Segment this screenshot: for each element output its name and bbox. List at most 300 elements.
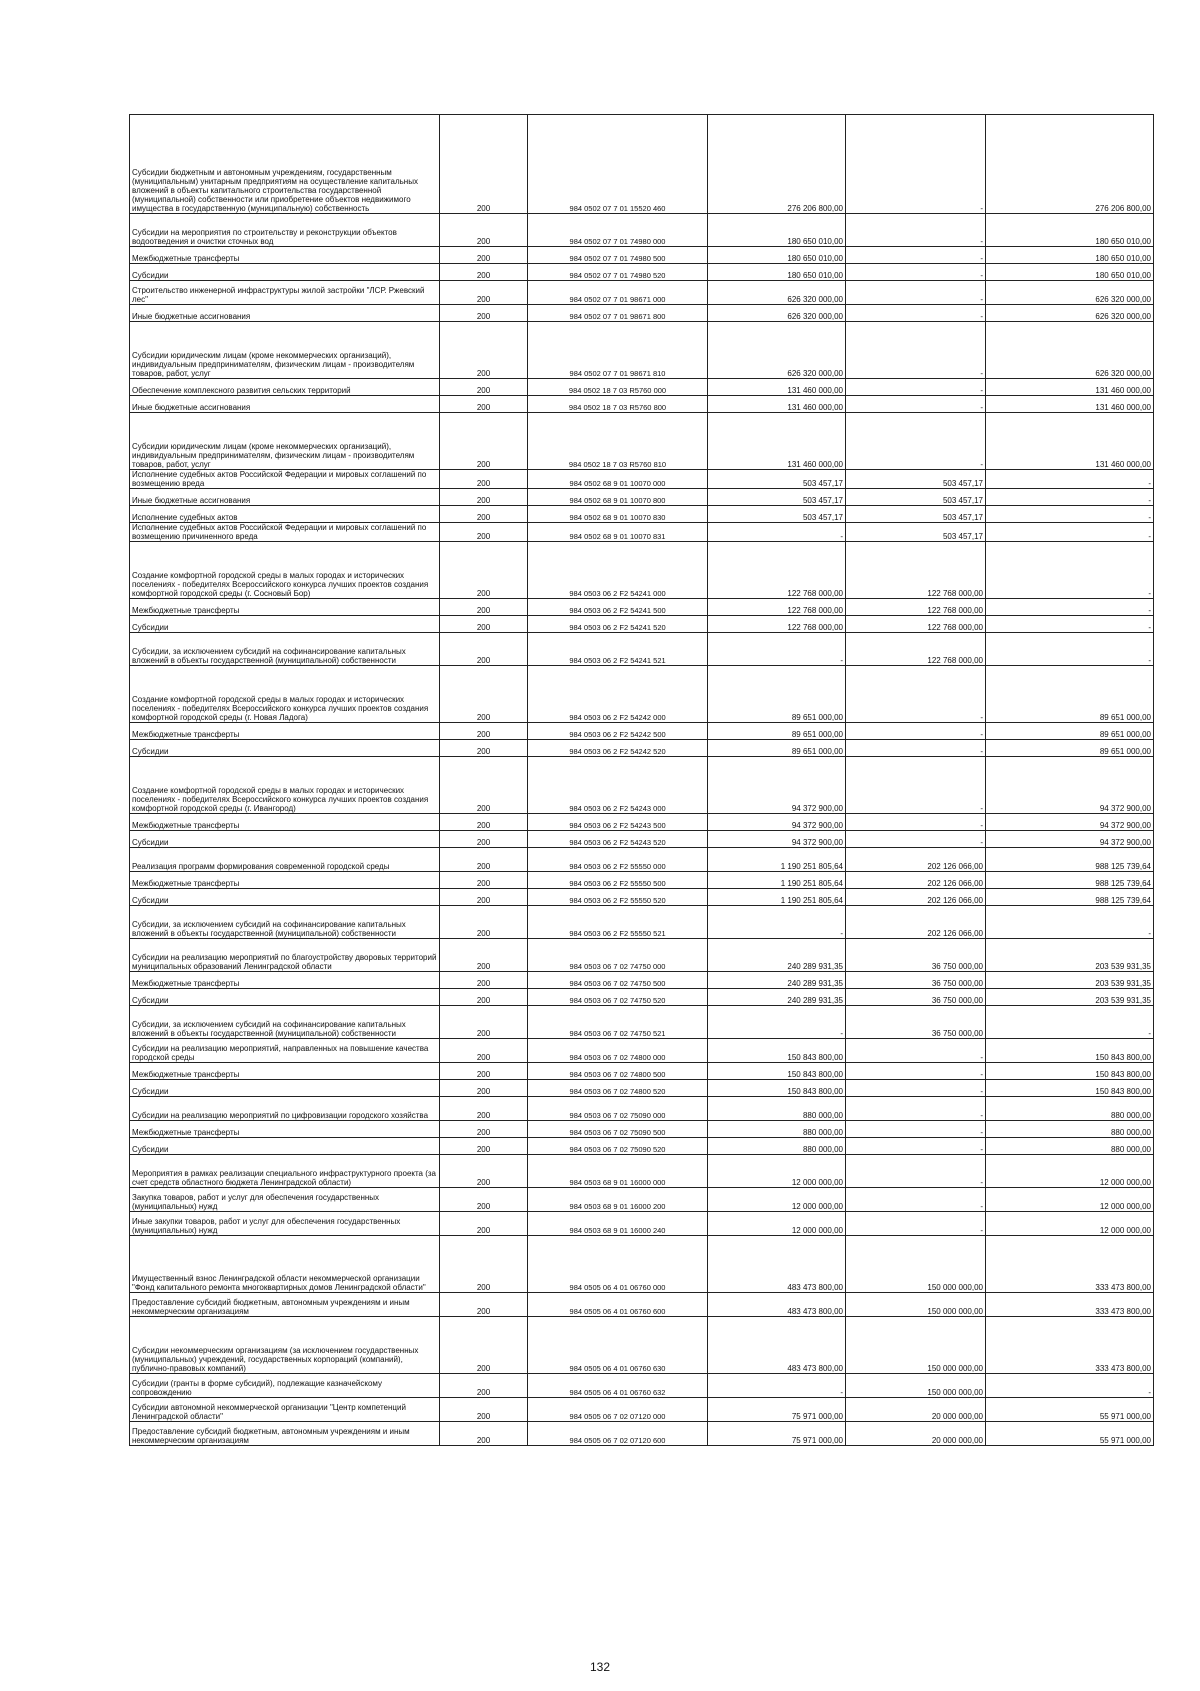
table-row <box>130 1006 1154 1039</box>
cell-kbk: 984 0503 06 2 F2 55550 500 <box>528 872 708 889</box>
cell-kbk: 984 0505 06 4 01 06760 632 <box>528 1374 708 1398</box>
table-row <box>130 1063 1154 1080</box>
cell-name-text: Субсидии <box>132 271 169 280</box>
table-row <box>130 723 1154 740</box>
table-row <box>130 542 1154 599</box>
cell-total: 626 320 000,00 <box>708 281 846 305</box>
cell-total: 150 843 800,00 <box>708 1063 846 1080</box>
cell-executed: 150 000 000,00 <box>846 1374 986 1398</box>
table-row <box>130 506 1154 523</box>
cell-kbk: 984 0503 06 7 02 74800 520 <box>528 1080 708 1097</box>
cell-name <box>130 740 440 757</box>
cell-name-text: Имущественный взнос Ленинградской области некоммерческой организации "Фонд капитального ремонта многоквартирных домов Ленинградской области" <box>132 1274 426 1292</box>
cell-code: 200 <box>440 1121 528 1138</box>
table-row <box>130 115 1154 214</box>
cell-executed: - <box>846 264 986 281</box>
cell-name <box>130 906 440 939</box>
cell-code: 200 <box>440 1422 528 1446</box>
cell-name <box>130 972 440 989</box>
cell-name-text: Субсидии юридическим лицам (кроме некоммерческих организаций), индивидуальным предпринимателям, физическим лицам - производителям товаров, работ, услуг <box>132 442 415 469</box>
cell-kbk: 984 0503 06 2 F2 54242 000 <box>528 666 708 723</box>
cell-kbk: 984 0502 68 9 01 10070 831 <box>528 523 708 542</box>
cell-kbk: 984 0502 07 7 01 15520 460 <box>528 115 708 214</box>
cell-name <box>130 247 440 264</box>
cell-executed: 202 126 066,00 <box>846 889 986 906</box>
cell-kbk: 984 0502 07 7 01 74980 520 <box>528 264 708 281</box>
cell-total: 626 320 000,00 <box>708 305 846 322</box>
cell-remainder: - <box>986 1374 1154 1398</box>
cell-code: 200 <box>440 1063 528 1080</box>
cell-code: 200 <box>440 379 528 396</box>
cell-code: 200 <box>440 872 528 889</box>
cell-remainder: 89 651 000,00 <box>986 723 1154 740</box>
cell-executed: 150 000 000,00 <box>846 1293 986 1317</box>
cell-name <box>130 1374 440 1398</box>
cell-executed: - <box>846 1080 986 1097</box>
cell-total: 12 000 000,00 <box>708 1188 846 1212</box>
cell-name <box>130 1155 440 1188</box>
cell-name <box>130 322 440 379</box>
cell-executed: 122 768 000,00 <box>846 599 986 616</box>
cell-executed: 503 457,17 <box>846 489 986 506</box>
cell-total: 75 971 000,00 <box>708 1398 846 1422</box>
cell-executed: - <box>846 831 986 848</box>
cell-code: 200 <box>440 814 528 831</box>
table-row <box>130 214 1154 247</box>
cell-kbk: 984 0502 07 7 01 98671 800 <box>528 305 708 322</box>
cell-name <box>130 281 440 305</box>
cell-code: 200 <box>440 396 528 413</box>
cell-name-text: Межбюджетные трансферты <box>132 254 240 263</box>
cell-name-text: Иные бюджетные ассигнования <box>132 403 251 412</box>
cell-remainder: 94 372 900,00 <box>986 757 1154 814</box>
cell-name-text: Межбюджетные трансферты <box>132 606 240 615</box>
cell-total: 180 650 010,00 <box>708 264 846 281</box>
cell-remainder: - <box>986 506 1154 523</box>
cell-name <box>130 1080 440 1097</box>
cell-code: 200 <box>440 1374 528 1398</box>
cell-name-text: Исполнение судебных актов <box>132 513 238 522</box>
cell-kbk: 984 0505 06 4 01 06760 000 <box>528 1236 708 1293</box>
cell-name-text: Субсидии на реализацию мероприятий по благоустройству дворовых территорий муниципальных образований Ленинградской области <box>132 953 437 971</box>
cell-name <box>130 599 440 616</box>
cell-kbk: 984 0503 06 2 F2 54241 520 <box>528 616 708 633</box>
cell-name <box>130 1121 440 1138</box>
cell-remainder: 131 460 000,00 <box>986 413 1154 470</box>
cell-total: 483 473 800,00 <box>708 1317 846 1374</box>
cell-name-text: Создание комфортной городской среды в малых городах и исторических поселениях - победителях Всероссийского конкурса лучших проектов создания комфортной городской среды (г. Сосновый Бор) <box>132 571 429 598</box>
cell-kbk: 984 0503 68 9 01 16000 240 <box>528 1212 708 1236</box>
cell-name-text: Субсидии на реализацию мероприятий по цифровизации городского хозяйства <box>132 1111 429 1120</box>
cell-kbk: 984 0505 06 4 01 06760 600 <box>528 1293 708 1317</box>
cell-code: 200 <box>440 1398 528 1422</box>
cell-name <box>130 831 440 848</box>
cell-executed: 202 126 066,00 <box>846 906 986 939</box>
cell-kbk: 984 0502 18 7 03 R5760 000 <box>528 379 708 396</box>
table-row <box>130 989 1154 1006</box>
cell-name-text: Субсидии <box>132 623 169 632</box>
cell-executed: 122 768 000,00 <box>846 542 986 599</box>
cell-executed: - <box>846 1063 986 1080</box>
cell-executed: - <box>846 281 986 305</box>
cell-name <box>130 666 440 723</box>
cell-kbk: 984 0503 06 7 02 74750 521 <box>528 1006 708 1039</box>
cell-total: 131 460 000,00 <box>708 379 846 396</box>
cell-remainder: 94 372 900,00 <box>986 831 1154 848</box>
table-row <box>130 616 1154 633</box>
cell-remainder: - <box>986 489 1154 506</box>
table-row <box>130 972 1154 989</box>
cell-code: 200 <box>440 281 528 305</box>
cell-executed: - <box>846 1039 986 1063</box>
cell-name <box>130 523 440 542</box>
cell-name <box>130 1422 440 1446</box>
cell-remainder: 180 650 010,00 <box>986 247 1154 264</box>
cell-code: 200 <box>440 489 528 506</box>
cell-executed: - <box>846 1155 986 1188</box>
cell-name-text: Предоставление субсидий бюджетным, автономным учреждениям и иным некоммерческим организациям <box>132 1298 410 1316</box>
cell-name-text: Межбюджетные трансферты <box>132 821 240 830</box>
table-row <box>130 666 1154 723</box>
cell-total: 483 473 800,00 <box>708 1293 846 1317</box>
cell-name-text: Мероприятия в рамках реализации специального инфраструктурного проекта (за счет средств областного бюджета Ленинградской области) <box>132 1169 437 1187</box>
table-row <box>130 872 1154 889</box>
cell-total: 131 460 000,00 <box>708 396 846 413</box>
cell-kbk: 984 0503 06 7 02 74750 520 <box>528 989 708 1006</box>
cell-kbk: 984 0502 07 7 01 74980 500 <box>528 247 708 264</box>
cell-code: 200 <box>440 470 528 489</box>
cell-remainder: - <box>986 906 1154 939</box>
cell-remainder: 180 650 010,00 <box>986 214 1154 247</box>
cell-name-text: Иные бюджетные ассигнования <box>132 312 251 321</box>
cell-total: - <box>708 523 846 542</box>
cell-kbk: 984 0505 06 7 02 07120 600 <box>528 1422 708 1446</box>
cell-remainder: - <box>986 633 1154 666</box>
cell-total: 880 000,00 <box>708 1121 846 1138</box>
cell-code: 200 <box>440 1317 528 1374</box>
table-row <box>130 939 1154 972</box>
cell-remainder: 203 539 931,35 <box>986 972 1154 989</box>
cell-total: 131 460 000,00 <box>708 413 846 470</box>
cell-remainder: 626 320 000,00 <box>986 305 1154 322</box>
cell-code: 200 <box>440 889 528 906</box>
cell-name <box>130 848 440 872</box>
cell-name-text: Субсидии <box>132 1145 169 1154</box>
cell-name-text: Исполнение судебных актов Российской Федерации и мировых соглашений по возмещению вреда <box>132 470 427 488</box>
cell-executed: 150 000 000,00 <box>846 1236 986 1293</box>
cell-executed: 20 000 000,00 <box>846 1422 986 1446</box>
cell-executed: 122 768 000,00 <box>846 616 986 633</box>
cell-remainder: 94 372 900,00 <box>986 814 1154 831</box>
table-row <box>130 1236 1154 1293</box>
budget-table <box>129 114 1154 1446</box>
cell-kbk: 984 0502 07 7 01 98671 810 <box>528 322 708 379</box>
cell-name <box>130 379 440 396</box>
cell-kbk: 984 0503 06 7 02 74750 500 <box>528 972 708 989</box>
cell-executed: 503 457,17 <box>846 470 986 489</box>
cell-total: - <box>708 1006 846 1039</box>
cell-name <box>130 1097 440 1121</box>
cell-remainder: 880 000,00 <box>986 1121 1154 1138</box>
table-row <box>130 281 1154 305</box>
cell-remainder: 988 125 739,64 <box>986 872 1154 889</box>
cell-name <box>130 1138 440 1155</box>
cell-total: 122 768 000,00 <box>708 616 846 633</box>
page-number: 132 <box>589 1660 611 1674</box>
cell-kbk: 984 0503 06 7 02 74800 000 <box>528 1039 708 1063</box>
cell-kbk: 984 0502 18 7 03 R5760 800 <box>528 396 708 413</box>
cell-name-text: Предоставление субсидий бюджетным, автономным учреждениям и иным некоммерческим организациям <box>132 1427 410 1445</box>
cell-code: 200 <box>440 1097 528 1121</box>
cell-name <box>130 542 440 599</box>
cell-name <box>130 989 440 1006</box>
cell-code: 200 <box>440 1212 528 1236</box>
cell-code: 200 <box>440 1188 528 1212</box>
cell-kbk: 984 0502 07 7 01 74980 000 <box>528 214 708 247</box>
cell-remainder: 89 651 000,00 <box>986 740 1154 757</box>
cell-executed: - <box>846 1188 986 1212</box>
cell-kbk: 984 0505 06 7 02 07120 000 <box>528 1398 708 1422</box>
cell-remainder: - <box>986 542 1154 599</box>
table-row <box>130 1374 1154 1398</box>
table-row <box>130 470 1154 489</box>
table-row <box>130 633 1154 666</box>
cell-executed: - <box>846 214 986 247</box>
cell-remainder: 333 473 800,00 <box>986 1317 1154 1374</box>
cell-name <box>130 889 440 906</box>
cell-kbk: 984 0503 06 2 F2 55550 000 <box>528 848 708 872</box>
cell-name-text: Реализация программ формирования современной городской среды <box>132 862 390 871</box>
cell-remainder: - <box>986 523 1154 542</box>
cell-remainder: 880 000,00 <box>986 1138 1154 1155</box>
cell-total: 150 843 800,00 <box>708 1039 846 1063</box>
cell-executed: 202 126 066,00 <box>846 848 986 872</box>
cell-total: 94 372 900,00 <box>708 814 846 831</box>
cell-kbk: 984 0503 06 2 F2 54242 520 <box>528 740 708 757</box>
cell-total: 122 768 000,00 <box>708 542 846 599</box>
cell-code: 200 <box>440 305 528 322</box>
cell-code: 200 <box>440 616 528 633</box>
cell-executed: - <box>846 1097 986 1121</box>
table-row <box>130 831 1154 848</box>
cell-code: 200 <box>440 633 528 666</box>
cell-kbk: 984 0503 06 7 02 74800 500 <box>528 1063 708 1080</box>
cell-name-text: Межбюджетные трансферты <box>132 1070 240 1079</box>
table-row <box>130 379 1154 396</box>
cell-name <box>130 1293 440 1317</box>
cell-code: 200 <box>440 542 528 599</box>
cell-name <box>130 939 440 972</box>
cell-total: 276 206 800,00 <box>708 115 846 214</box>
cell-code: 200 <box>440 831 528 848</box>
cell-code: 200 <box>440 1039 528 1063</box>
cell-remainder: 131 460 000,00 <box>986 379 1154 396</box>
cell-name <box>130 723 440 740</box>
cell-remainder: 276 206 800,00 <box>986 115 1154 214</box>
cell-executed: 202 126 066,00 <box>846 872 986 889</box>
cell-code: 200 <box>440 1155 528 1188</box>
cell-remainder: 89 651 000,00 <box>986 666 1154 723</box>
table-row <box>130 1188 1154 1212</box>
table-row <box>130 1039 1154 1063</box>
cell-remainder: 203 539 931,35 <box>986 989 1154 1006</box>
table-row <box>130 1155 1154 1188</box>
cell-name <box>130 489 440 506</box>
cell-executed: 150 000 000,00 <box>846 1317 986 1374</box>
cell-name <box>130 616 440 633</box>
table-row <box>130 1138 1154 1155</box>
cell-name-text: Субсидии юридическим лицам (кроме некоммерческих организаций), индивидуальным предпринимателям, физическим лицам - производителям товаров, работ, услуг <box>132 351 415 378</box>
cell-executed: - <box>846 247 986 264</box>
cell-kbk: 984 0503 06 7 02 75090 500 <box>528 1121 708 1138</box>
cell-total: 503 457,17 <box>708 470 846 489</box>
cell-kbk: 984 0503 68 9 01 16000 200 <box>528 1188 708 1212</box>
cell-total: 626 320 000,00 <box>708 322 846 379</box>
cell-kbk: 984 0502 18 7 03 R5760 810 <box>528 413 708 470</box>
cell-kbk: 984 0503 06 2 F2 54241 000 <box>528 542 708 599</box>
cell-name <box>130 264 440 281</box>
cell-total: 89 651 000,00 <box>708 723 846 740</box>
cell-name <box>130 1188 440 1212</box>
cell-code: 200 <box>440 972 528 989</box>
cell-name <box>130 1006 440 1039</box>
cell-remainder: 55 971 000,00 <box>986 1398 1154 1422</box>
cell-code: 200 <box>440 989 528 1006</box>
table-row <box>130 757 1154 814</box>
cell-name <box>130 1236 440 1293</box>
cell-kbk: 984 0503 06 2 F2 54241 521 <box>528 633 708 666</box>
cell-remainder: 988 125 739,64 <box>986 889 1154 906</box>
cell-remainder: 150 843 800,00 <box>986 1080 1154 1097</box>
cell-name-text: Закупка товаров, работ и услуг для обеспечения государственных (муниципальных) нужд <box>132 1193 380 1211</box>
cell-executed: - <box>846 413 986 470</box>
cell-code: 200 <box>440 666 528 723</box>
cell-remainder: 626 320 000,00 <box>986 281 1154 305</box>
cell-executed: 122 768 000,00 <box>846 633 986 666</box>
cell-name-text: Межбюджетные трансферты <box>132 879 240 888</box>
cell-executed: 36 750 000,00 <box>846 972 986 989</box>
table-row <box>130 523 1154 542</box>
cell-name-text: Субсидии (гранты в форме субсидий), подлежащие казначейскому сопровождению <box>132 1379 383 1397</box>
cell-remainder: 333 473 800,00 <box>986 1293 1154 1317</box>
cell-total: 503 457,17 <box>708 506 846 523</box>
cell-name-text: Субсидии, за исключением субсидий на софинансирование капитальных вложений в объекты государственной (муниципальной) собственности <box>132 920 406 938</box>
cell-remainder: - <box>986 616 1154 633</box>
cell-executed: - <box>846 757 986 814</box>
cell-name <box>130 633 440 666</box>
cell-code: 200 <box>440 322 528 379</box>
cell-kbk: 984 0503 06 2 F2 54243 520 <box>528 831 708 848</box>
budget-table-body <box>130 115 1154 1446</box>
cell-code: 200 <box>440 1236 528 1293</box>
cell-name-text: Субсидии <box>132 747 169 756</box>
table-row <box>130 1212 1154 1236</box>
cell-name-text: Субсидии, за исключением субсидий на софинансирование капитальных вложений в объекты государственной (муниципальной) собственности <box>132 1020 406 1038</box>
cell-name <box>130 470 440 489</box>
table-row <box>130 1398 1154 1422</box>
cell-total: 12 000 000,00 <box>708 1212 846 1236</box>
cell-code: 200 <box>440 757 528 814</box>
cell-remainder: - <box>986 470 1154 489</box>
table-row <box>130 413 1154 470</box>
cell-code: 200 <box>440 264 528 281</box>
cell-executed: - <box>846 666 986 723</box>
cell-executed: - <box>846 396 986 413</box>
cell-total: 12 000 000,00 <box>708 1155 846 1188</box>
cell-kbk: 984 0503 06 2 F2 54241 500 <box>528 599 708 616</box>
cell-executed: - <box>846 1121 986 1138</box>
cell-name <box>130 214 440 247</box>
cell-executed: 36 750 000,00 <box>846 989 986 1006</box>
cell-code: 200 <box>440 1293 528 1317</box>
cell-remainder: 626 320 000,00 <box>986 322 1154 379</box>
cell-code: 200 <box>440 848 528 872</box>
cell-code: 200 <box>440 413 528 470</box>
cell-code: 200 <box>440 723 528 740</box>
cell-name-text: Межбюджетные трансферты <box>132 1128 240 1137</box>
cell-name-text: Обеспечение комплексного развития сельских территорий <box>132 386 351 395</box>
cell-code: 200 <box>440 247 528 264</box>
cell-remainder: 12 000 000,00 <box>986 1155 1154 1188</box>
cell-code: 200 <box>440 1138 528 1155</box>
cell-total: 75 971 000,00 <box>708 1422 846 1446</box>
cell-executed: - <box>846 723 986 740</box>
table-row <box>130 489 1154 506</box>
cell-total: 150 843 800,00 <box>708 1080 846 1097</box>
cell-kbk: 984 0503 06 2 F2 55550 520 <box>528 889 708 906</box>
table-row <box>130 396 1154 413</box>
cell-code: 200 <box>440 740 528 757</box>
cell-executed: 20 000 000,00 <box>846 1398 986 1422</box>
cell-code: 200 <box>440 506 528 523</box>
cell-code: 200 <box>440 599 528 616</box>
cell-total: 1 190 251 805,64 <box>708 872 846 889</box>
cell-name <box>130 413 440 470</box>
table-row <box>130 1422 1154 1446</box>
cell-total: 240 289 931,35 <box>708 989 846 1006</box>
cell-remainder: 12 000 000,00 <box>986 1212 1154 1236</box>
cell-name-text: Межбюджетные трансферты <box>132 979 240 988</box>
cell-kbk: 984 0502 68 9 01 10070 830 <box>528 506 708 523</box>
cell-name <box>130 1039 440 1063</box>
cell-code: 200 <box>440 115 528 214</box>
cell-name-text: Субсидии на реализацию мероприятий, направленных на повышение качества городской среды <box>132 1044 429 1062</box>
table-row <box>130 599 1154 616</box>
table-row <box>130 247 1154 264</box>
cell-total: 1 190 251 805,64 <box>708 848 846 872</box>
cell-total: 94 372 900,00 <box>708 757 846 814</box>
cell-kbk: 984 0503 06 2 F2 54243 000 <box>528 757 708 814</box>
cell-total: - <box>708 906 846 939</box>
cell-kbk: 984 0503 06 7 02 74750 000 <box>528 939 708 972</box>
cell-executed: - <box>846 115 986 214</box>
cell-executed: - <box>846 305 986 322</box>
cell-kbk: 984 0503 06 7 02 75090 000 <box>528 1097 708 1121</box>
cell-total: 880 000,00 <box>708 1138 846 1155</box>
cell-name-text: Исполнение судебных актов Российской Федерации и мировых соглашений по возмещению причиненного вреда <box>132 523 427 541</box>
cell-name-text: Межбюджетные трансферты <box>132 730 240 739</box>
table-row <box>130 889 1154 906</box>
cell-name-text: Субсидии некоммерческим организациям (за исключением государственных (муниципальных) учреждений, государственных корпораций (компаний), публично-правовых компаний) <box>132 1346 419 1373</box>
cell-name-text: Субсидии <box>132 896 169 905</box>
cell-kbk: 984 0503 06 2 F2 55550 521 <box>528 906 708 939</box>
table-row <box>130 322 1154 379</box>
cell-name <box>130 872 440 889</box>
cell-name-text: Субсидии <box>132 996 169 1005</box>
cell-total: 89 651 000,00 <box>708 740 846 757</box>
cell-name <box>130 396 440 413</box>
table-row <box>130 848 1154 872</box>
